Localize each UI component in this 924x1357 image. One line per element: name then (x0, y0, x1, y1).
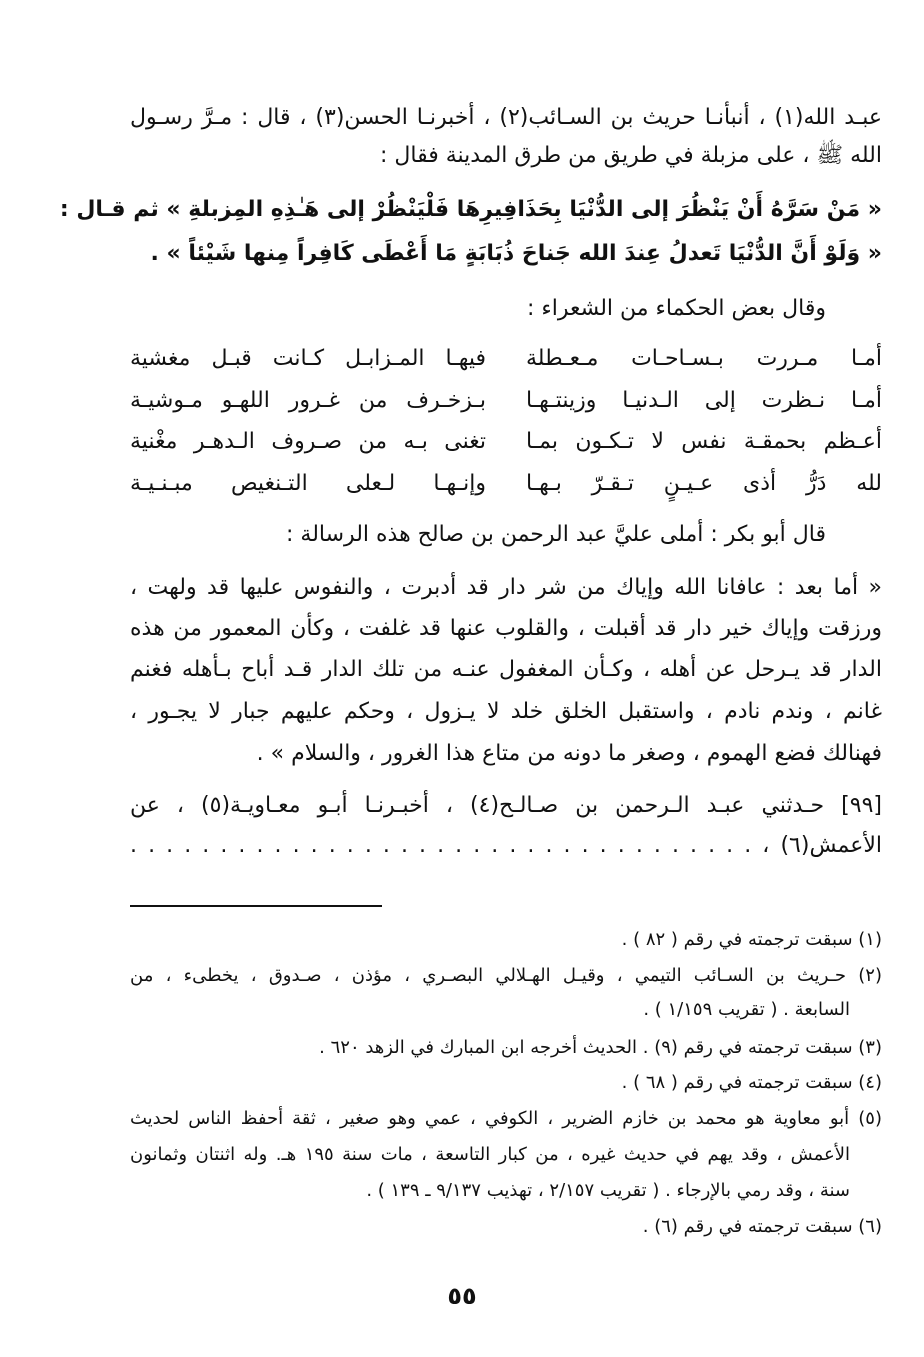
verse-first-hemistich: لله دَرُّ أذى عـيـنٍ تـقـرّ بـهـا (526, 471, 882, 496)
poem-verse (130, 425, 882, 459)
letter-line: الدار قد يـرحل عن أهله ، وكـأن المغفول عنـه من تلك الدار قـد أباح بـأهله فغنم (130, 657, 882, 682)
footnote: (٤) سبقت ترجمته في رقم ( ٦٨ ) . (621, 1072, 882, 1093)
poem-verse (130, 384, 882, 418)
verse-first-hemistich: أمـا مـررت بـسـاحـات مـعـطلة (526, 346, 882, 371)
verse-second-hemistich: بـزخـرف من غـرور اللهـو مـوشيـة (130, 388, 486, 413)
body-line: عبـد الله(١) ، أنبأنـا حريث بن السـائب(٢) ، أخبرنـا الحسن(٣) ، قال : مـرَّ رسـول (130, 105, 882, 130)
verse-second-hemistich: وإنـهـا لـعلى التـنغيص مبـنـيـة (130, 471, 486, 496)
entry-line: الأعمش(٦) ، . . . . . . . . . . . . . . . . . . . . . . . . . . . . . . . . . . . (130, 833, 882, 858)
footnote: (٥) أبو معاوية هو محمد بن خازم الضرير ، الكوفي ، عمي وهو صغير ، ثقة أحفظ الناس لحديث (130, 1108, 882, 1129)
hadith-line: « وَلَوْ أَنَّ الدُّنْيَا تَعدلُ عِندَ الله جَناحَ ذُبَابَةٍ مَا أَعْطَى كَافِراً مِنها شَيْئاً » . (150, 241, 882, 266)
poem-verse (130, 467, 882, 501)
letter-line: ورزقت وإياك خير دار قد أقبلت ، والقلوب عنها قد غلفت ، وكأن المعمور من هذه (130, 616, 882, 641)
footnote: (١) سبقت ترجمته في رقم ( ٨٢ ) . (621, 929, 882, 950)
letter-line: « أما بعد : عافانا الله وإياك من شر دار قد أدبرت ، والنفوس عليها قد ولهت ، (130, 575, 882, 600)
poem-intro: وقال بعض الحكماء من الشعراء : (526, 296, 826, 321)
footnote-separator (130, 905, 382, 907)
letter-line: فهنالك فضع الهموم ، وصغر ما دونه من متاع هذا الغرور ، والسلام » . (256, 741, 882, 766)
entry-line: [٩٩] حـدثني عبـد الـرحمن بن صـالـح(٤) ، أخبـرنـا أبـو معـاويـة(٥) ، عن (130, 793, 882, 818)
footnote-continuation: الأعمش ، وقد يهم في حديث غيره ، من كبار التاسعة ، مات سنة ١٩٥ هـ. وله اثنتان وثمانون (130, 1144, 850, 1165)
footnote-continuation: السابعة . ( تقريب ١/١٥٩ ) . (643, 999, 850, 1020)
letter-line: غانم ، وندم نادم ، واستقبل الخلق خلد لا يـزول ، وحكم عليهم جبار لا يجـور ، (130, 699, 882, 724)
poem-verse (130, 342, 882, 376)
letter-intro: قال أبو بكر : أملى عليَّ عبد الرحمن بن صالح هذه الرسالة : (286, 522, 826, 547)
verse-second-hemistich: فيهـا المـزابـل كـانت قبـل مغشية (130, 346, 486, 371)
body-line: الله ﷺ ، على مزبلة في طريق من طرق المدينة فقال : (380, 143, 882, 168)
footnote: (٦) سبقت ترجمته في رقم (٦) . (642, 1216, 882, 1237)
verse-second-hemistich: تغنى بـه من صـروف الـدهـر مغْنية (130, 429, 486, 454)
hadith-line: « مَنْ سَرَّهُ أَنْ يَنْظُرَ إلى الدُّنْيَا بِحَذَافِيرِهَا فَلْيَنْظُرْ إلى هَـٰذِهِ المِزبلةِ » ثم قـال : (59, 197, 882, 222)
footnote: (٣) سبقت ترجمته في رقم (٩) . الحديث أخرجه ابن المبارك في الزهد ٦٢٠ . (319, 1037, 882, 1058)
footnote: (٢) حـريث بن السـائب التيمي ، وقيـل الهـلالي البصـري ، مؤذن ، صـدوق ، يخطىء ، من (130, 965, 882, 986)
footnote-continuation: سنة ، وقد رمي بالإرجاء . ( تقريب ٢/١٥٧ ، تهذيب ٩/١٣٧ ـ ١٣٩ ) . (366, 1180, 850, 1201)
verse-first-hemistich: أمـا نـظرت إلى الـدنيـا وزينتـهـا (526, 388, 882, 413)
verse-first-hemistich: أعـظم بحمقـة نفس لا تـكـون بمـا (526, 429, 882, 454)
page-number: ٥٥ (447, 1282, 477, 1310)
